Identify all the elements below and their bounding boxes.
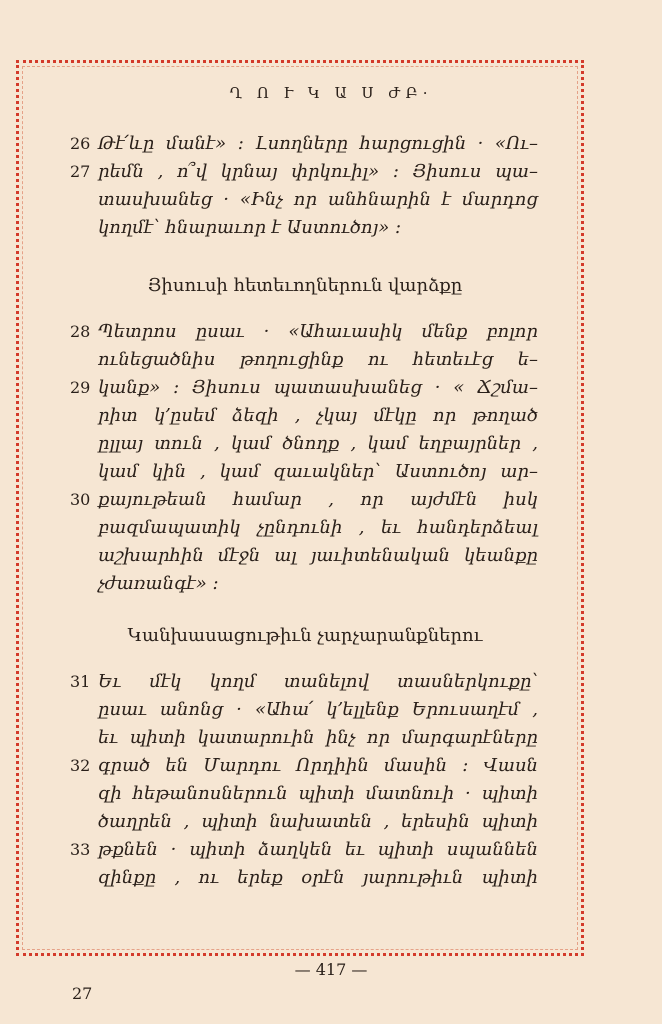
line-text: րիտ կ՚ըսեմ ձեզի , չկայ մէկը որ թողած	[98, 405, 538, 426]
line-text: կանք» ։ Յիսուս պատասխանեց · « Ճշմա–	[98, 377, 538, 398]
line-text: զի հեթանոսներուն պիտի մատնուի · պիտի	[98, 783, 538, 804]
line-text: ծաղրեն , պիտի նախատեն , երեսին պիտի	[98, 811, 538, 832]
verse-number: 32	[70, 756, 91, 775]
line-text: թքնեն · պիտի ձաղկեն եւ պիտի սպաննեն	[98, 839, 538, 860]
text-line	[72, 808, 538, 836]
line-text: Պետրոս ըսաւ · «Ահաւասիկ մենք բոլոր	[98, 321, 538, 342]
text-line	[72, 864, 538, 892]
verse-number: 28	[70, 322, 91, 341]
text-line	[72, 542, 538, 570]
text-line	[72, 214, 538, 242]
line-text: տասխանեց · «Ինչ որ անհնարին է մարդոց	[98, 189, 538, 210]
verse-number: 33	[70, 840, 91, 859]
verse-number: 30	[70, 490, 91, 509]
text-column	[72, 130, 538, 892]
line-text: Թէ՛ևը մանէ» ։ Լսողները հարցուցին · «Ու–	[98, 133, 538, 154]
verse-number: 31	[70, 672, 91, 691]
line-text: քայութեան համար , որ այժմէն իսկ	[98, 489, 538, 510]
text-line	[72, 346, 538, 374]
paragraph-26-27	[72, 130, 538, 242]
text-line	[72, 158, 538, 186]
running-header: Ղ Ո Ւ Կ Ա Ս ԺԲ·	[229, 84, 433, 102]
corner-number: 27	[72, 984, 93, 1003]
section-heading-rewards: Յիսուսի հետեւողներուն վարձքը	[147, 275, 463, 296]
text-line	[72, 318, 538, 346]
line-text: ունեցածնիս թողուցինք ու հետեւէց ե–	[98, 349, 538, 370]
line-text: աշխարհին մէջն ալ յաւիտենական կեանքը	[98, 545, 538, 566]
paragraph-31-33	[72, 668, 538, 892]
text-line	[72, 374, 538, 402]
text-line	[72, 696, 538, 724]
line-text: րեմն , ո՞վ կրնայ փրկուիլ» ։ Յիսուս պա–	[98, 161, 538, 182]
page-number: — 417 —	[294, 960, 368, 979]
text-line	[72, 514, 538, 542]
section-heading-prediction: Կանխասացութիւն չարչարանքներու	[127, 625, 483, 646]
paragraph-28-30	[72, 318, 538, 598]
text-line	[72, 836, 538, 864]
text-line	[72, 430, 538, 458]
text-line	[72, 458, 538, 486]
text-line	[72, 668, 538, 696]
line-text: Եւ մէկ կողմ տանելով տասներկուքը՝	[98, 671, 538, 692]
text-line	[72, 486, 538, 514]
verse-number: 29	[70, 378, 91, 397]
line-text: ըսաւ անոնց · «Ահա՛ կ՚ելլենք Երուսաղէմ ,	[98, 699, 538, 720]
line-text: եւ պիտի կատարուին ինչ որ մարգարէները	[98, 727, 538, 748]
line-text: բազմապատիկ չընդունի , եւ հանդերձեալ	[98, 517, 538, 538]
line-text: չժառանգէ» ։	[98, 573, 219, 594]
text-line	[72, 130, 538, 158]
line-text: կողմէ՝ հնարաւոր է Աստուծոյ» ։	[98, 217, 402, 238]
line-text: կամ կին , կամ զաւակներ՝ Աստուծոյ ար–	[98, 461, 538, 482]
verse-number: 26	[70, 134, 91, 153]
text-line	[72, 186, 538, 214]
line-text: ըլլայ տուն , կամ ծնողք , կամ եղբայրներ ,	[98, 433, 538, 454]
text-line	[72, 752, 538, 780]
line-text: զինքը , ու երեք օրէն յարութիւն պիտի	[98, 867, 538, 888]
text-line	[72, 402, 538, 430]
line-text: գրած են Մարդու Որդիին մասին ։ Վասն	[98, 755, 538, 776]
verse-number: 27	[70, 162, 91, 181]
text-line	[72, 570, 538, 598]
text-line	[72, 780, 538, 808]
text-line	[72, 724, 538, 752]
